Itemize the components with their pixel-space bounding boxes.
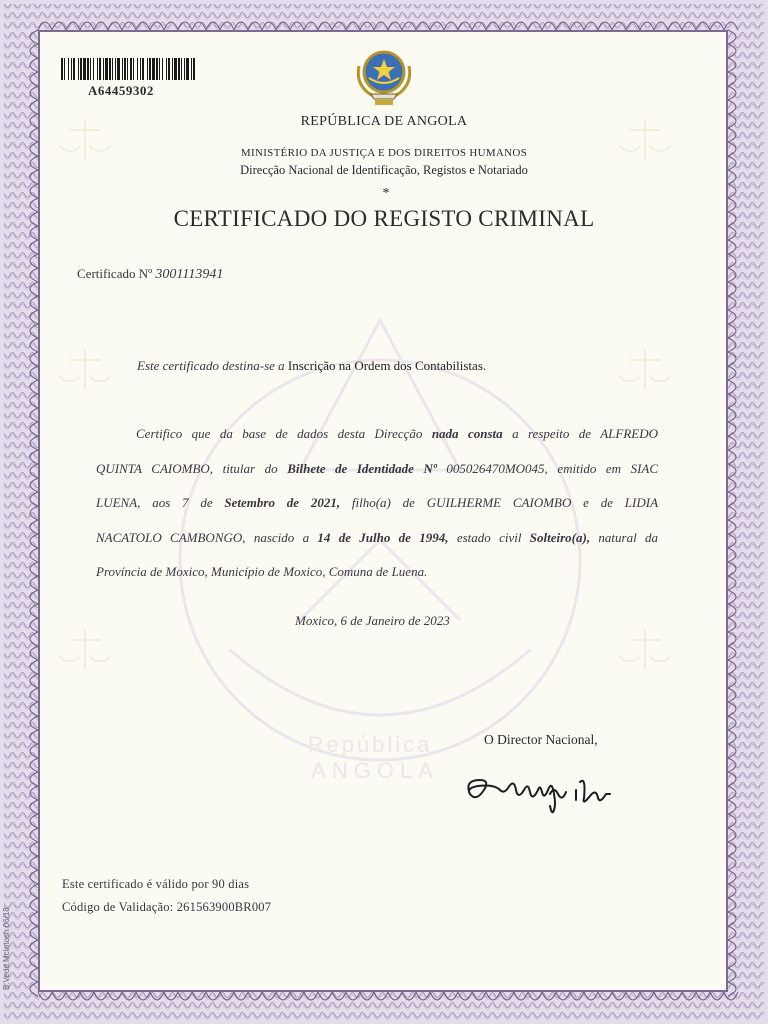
body-text: 005026470MO045, emitido em SIAC <box>446 460 659 476</box>
body-text: NACATOLO CAMBONGO, nascido a <box>96 529 310 545</box>
body-line-4 <box>96 528 658 563</box>
barcode-bar <box>149 58 151 80</box>
barcode-bar <box>115 58 116 80</box>
body-text: estado civil <box>456 529 522 545</box>
body-text: Município de Moxico, <box>211 564 326 579</box>
serial-number: A64459302 <box>88 83 154 98</box>
body-text: filho(a) de GUILHERME CAIOMBO e de LIDIA <box>351 495 659 510</box>
barcode-bar <box>117 58 120 80</box>
barcode-block <box>60 58 196 82</box>
purpose-value: Inscrição na Ordem dos Contabilistas. <box>287 358 487 373</box>
republic-heading: REPÚBLICA DE ANGOLA <box>300 114 468 129</box>
certificate-number-row <box>77 266 223 283</box>
barcode-bar <box>168 58 170 80</box>
barcode <box>60 58 196 82</box>
body-line-2 <box>96 459 658 494</box>
barcode-bar <box>93 58 94 80</box>
barcode-bar <box>68 58 69 80</box>
barcode-bar <box>166 58 167 80</box>
director-signature <box>458 760 638 820</box>
barcode-bar <box>137 58 138 80</box>
barcode-bar <box>152 58 155 80</box>
barcode-bar <box>87 58 89 80</box>
barcode-bar <box>112 58 113 80</box>
barcode-bar <box>122 58 123 80</box>
body-text: Província de Moxico, <box>96 564 208 579</box>
place-and-date: Moxico, 6 de Janeiro de 2023 <box>295 613 450 628</box>
barcode-bar <box>71 58 72 80</box>
birth-date: 14 de Julho de 1994, <box>317 529 449 545</box>
issue-date: Setembro de 2021, <box>224 495 341 510</box>
barcode-bar <box>109 58 111 80</box>
certificate-number-label: Certificado Nº <box>77 266 153 281</box>
nada-consta: nada consta <box>431 426 503 441</box>
barcode-bar <box>103 58 104 80</box>
watermark-republica: República <box>307 732 433 757</box>
barcode-bar <box>178 58 180 80</box>
validation-code-row <box>62 900 271 915</box>
barcode-bar <box>80 58 82 80</box>
separator-star: * <box>382 186 390 201</box>
barcode-bar <box>162 58 163 80</box>
certificate-number: 3001113941 <box>155 267 224 282</box>
body-line-1 <box>96 424 658 459</box>
validity-notice: Este certificado é válido por 90 dias <box>62 877 250 891</box>
barcode-bar <box>64 58 65 80</box>
barcode-bar <box>191 58 192 80</box>
validation-code: 261563900BR007 <box>176 900 272 914</box>
barcode-bar <box>90 58 91 80</box>
body-line-5 <box>96 562 658 597</box>
body-text: LUENA, aos 7 de <box>96 495 213 510</box>
body-text: Comuna de Luena. <box>328 564 428 579</box>
barcode-bar <box>130 58 132 80</box>
barcode-bar <box>124 58 126 80</box>
body-text: a respeito de ALFREDO <box>512 426 659 441</box>
body-line-3 <box>96 493 658 528</box>
barcode-bar <box>186 58 189 80</box>
director-label: O Director Nacional, <box>484 732 598 747</box>
printer-mark: B.Vedd.McIntosh 06/18 <box>2 907 11 990</box>
barcode-bar <box>184 58 185 80</box>
watermark-angola: ANGOLA <box>311 758 439 783</box>
barcode-bar <box>147 58 148 80</box>
barcode-bar <box>140 58 141 80</box>
validation-code-label: Código de Validação: <box>62 900 174 914</box>
barcode-bar <box>83 58 86 80</box>
barcode-bar <box>127 58 128 80</box>
purpose-prefix: Este certificado destina-se a <box>137 358 285 373</box>
barcode-bar <box>172 58 173 80</box>
directorate-heading: Direcção Nacional de Identificação, Registos e Notariado <box>240 163 528 177</box>
barcode-bar <box>99 58 101 80</box>
angola-coat-of-arms-icon <box>351 46 417 108</box>
barcode-bar <box>156 58 158 80</box>
barcode-bar <box>61 58 63 80</box>
barcode-bar <box>193 58 195 80</box>
certificate-body <box>96 424 658 597</box>
barcode-bar <box>133 58 134 80</box>
barcode-bar <box>159 58 160 80</box>
barcode-bar <box>142 58 144 80</box>
id-label: Bilhete de Identidade Nº <box>287 460 437 476</box>
barcode-bar <box>105 58 108 80</box>
certificate-title: CERTIFICADO DO REGISTO CRIMINAL <box>173 206 595 231</box>
ministry-heading: MINISTÉRIO DA JUSTIÇA E DOS DIREITOS HUMANOS <box>240 147 528 159</box>
barcode-bar <box>78 58 79 80</box>
body-text: Certifico que da base de dados desta Direcção <box>136 426 423 441</box>
barcode-bar <box>97 58 98 80</box>
body-text: natural da <box>598 529 658 545</box>
body-text: QUINTA CAIOMBO, titular do <box>96 460 278 476</box>
barcode-bar <box>73 58 75 80</box>
barcode-bar <box>181 58 182 80</box>
marital-status: Solteiro(a), <box>529 529 591 545</box>
purpose-line <box>137 358 486 374</box>
barcode-bar <box>174 58 177 80</box>
